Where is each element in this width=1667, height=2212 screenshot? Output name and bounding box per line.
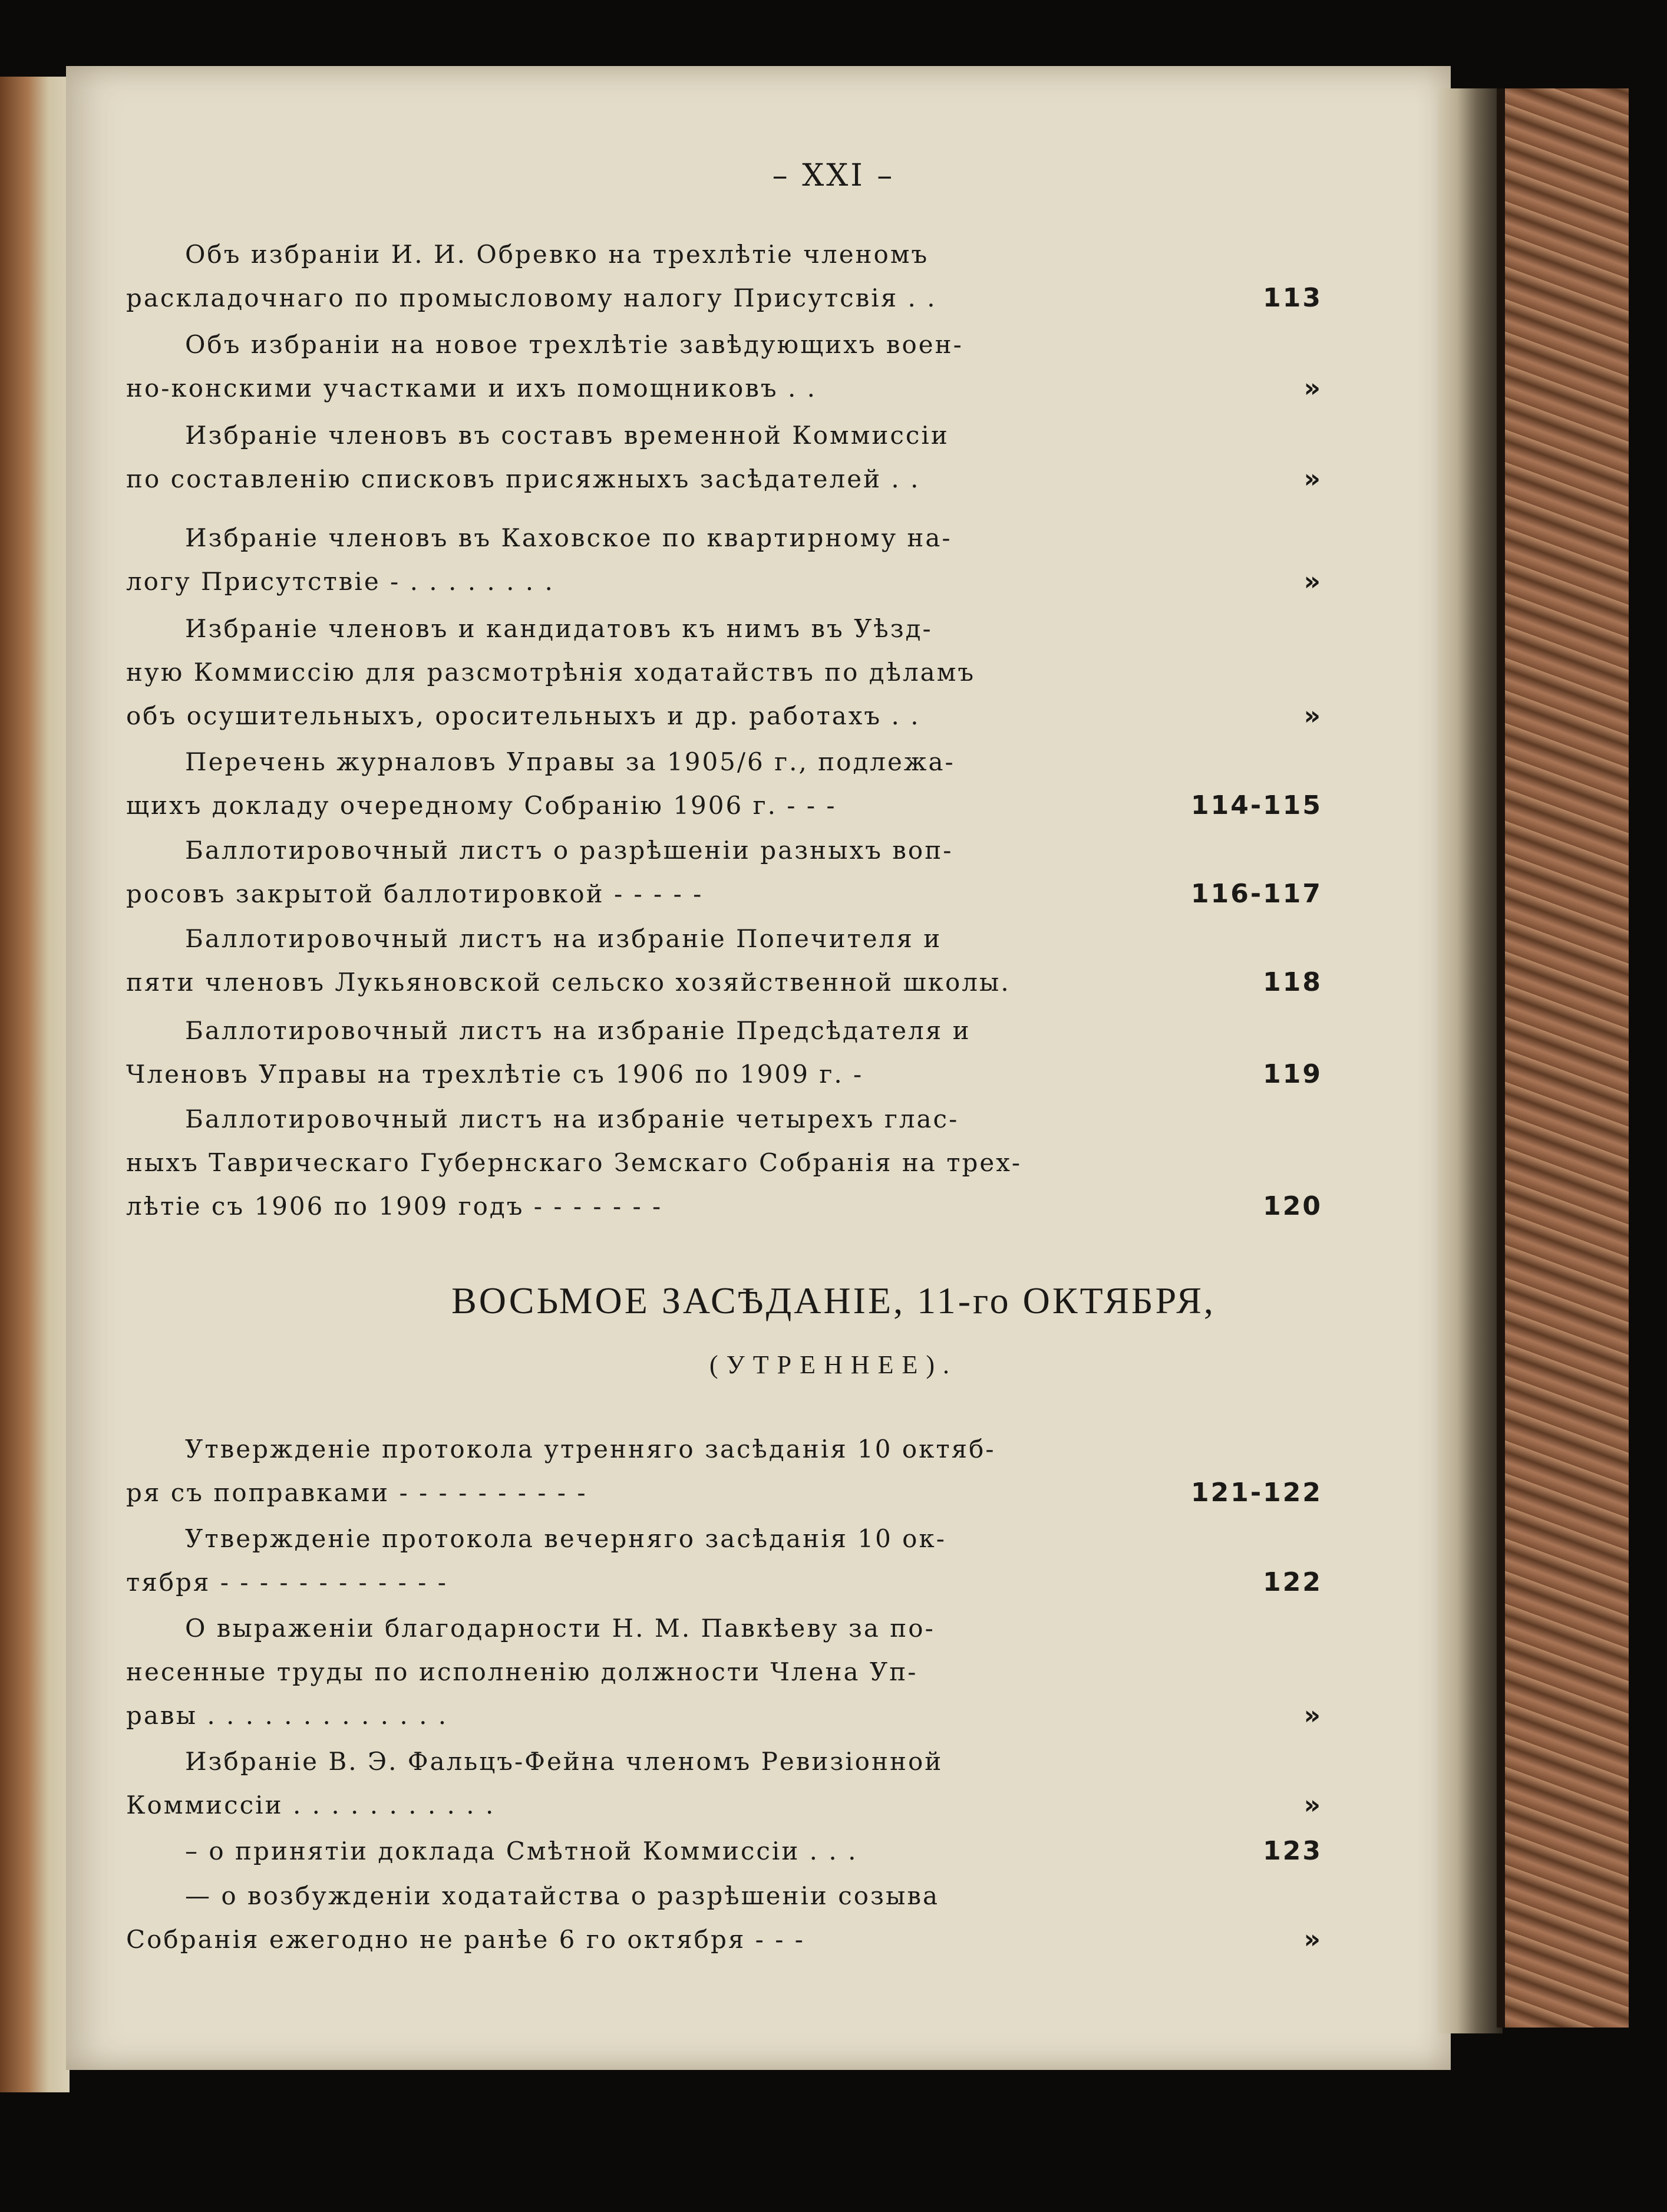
toc-entry	[126, 1517, 1322, 1604]
page-ref: 120	[1263, 1191, 1322, 1221]
toc-line: Коммиссіи . . . . . . . . . . . »	[126, 1784, 1305, 1827]
toc-entry	[126, 1009, 1322, 1096]
toc-line: — о возбужденіи ходатайства о разрѣшеніи созыва	[185, 1881, 940, 1910]
page-ref: 114-115	[1191, 790, 1322, 820]
toc-entry	[126, 1097, 1322, 1228]
toc-line: ря съ поправками - - - - - - - - - - 121-122	[126, 1471, 1305, 1515]
page-ref: »	[1303, 373, 1322, 403]
toc-line: Перечень журналовъ Управы за 1905/6 г., подлежа-	[185, 747, 955, 776]
toc-line: ныхъ Таврическаго Губернскаго Земскаго Собранія на трех-	[126, 1148, 1022, 1177]
toc-line: несенные труды по исполненію должности Члена Уп-	[126, 1657, 918, 1686]
toc-line: Объ избраніи И. И. Обревко на трехлѣтіе членомъ	[185, 240, 929, 269]
toc-entry	[126, 1607, 1322, 1738]
toc-line: щихъ докладу очередному Собранію 1906 г. - - - 114-115	[126, 784, 1305, 828]
toc-line: Утвержденіе протокола утренняго засѣданія 10 октяб-	[185, 1435, 996, 1463]
page-ref: 119	[1263, 1059, 1322, 1089]
toc-line: Баллотировочный листъ на избраніе Предсѣдателя и	[185, 1016, 971, 1045]
toc-line: Собранія ежегодно не ранѣе 6 го октября - - - »	[126, 1918, 1305, 1962]
page-ref: »	[1303, 566, 1322, 596]
toc-entry	[126, 829, 1322, 916]
page-ref: 113	[1263, 283, 1322, 313]
toc-line: Баллотировочный листъ на избраніе Попечителя и	[185, 924, 942, 953]
page-ref: »	[1303, 1924, 1322, 1954]
toc-line: росовъ закрытой баллотировкой - - - - - 116-117	[126, 872, 1305, 916]
section-subtitle: (УТРЕННЕЕ).	[709, 1350, 958, 1379]
toc-entry	[126, 1428, 1322, 1515]
page-ref: »	[1303, 1790, 1322, 1820]
page-ref: »	[1303, 1700, 1322, 1730]
toc-line: по составленію списковъ присяжныхъ засѣдателей . . »	[126, 457, 1305, 501]
page-ref: 123	[1263, 1836, 1322, 1866]
toc-line: логу Присутствіе - . . . . . . . . »	[126, 560, 1305, 604]
toc-entry	[126, 323, 1322, 410]
toc-entry	[126, 516, 1322, 604]
toc-entry	[126, 1829, 1322, 1873]
page-ref: 121-122	[1191, 1478, 1322, 1508]
toc-line: Членовъ Управы на трехлѣтіе съ 1906 по 1909 г. - 119	[126, 1053, 1305, 1096]
toc-line: тября - - - - - - - - - - - - 122	[126, 1561, 1305, 1604]
toc-entry	[126, 740, 1322, 828]
section-title: ВОСЬМОЕ ЗАСѢДАНІЕ, 11-го ОКТЯБРЯ,	[451, 1280, 1216, 1321]
page-ref: 122	[1263, 1567, 1322, 1597]
toc-line: ную Коммиссію для разсмотрѣнія ходатайствъ по дѣламъ	[126, 658, 976, 687]
page-ref: 118	[1263, 967, 1322, 997]
toc-line: равы . . . . . . . . . . . . . »	[126, 1694, 1305, 1738]
toc-entry	[126, 233, 1322, 320]
toc-line: Объ избраніи на новое трехлѣтіе завѣдующихъ воен-	[185, 330, 963, 359]
toc-line: раскладочнаго по промысловому налогу Присутсвія . . 113	[126, 276, 1305, 320]
toc-line: но-конскими участками и ихъ помощниковъ . . »	[126, 367, 1305, 410]
toc-entry	[126, 414, 1322, 501]
toc-line: лѣтіе съ 1906 по 1909 годъ - - - - - - - 120	[126, 1185, 1305, 1228]
toc-line: Избраніе членовъ въ составъ временной Коммиссіи	[185, 421, 949, 450]
toc-entry	[126, 1740, 1322, 1827]
page-ref: »	[1303, 701, 1322, 731]
toc-line: Избраніе В. Э. Фальцъ-Фейна членомъ Ревизіонной	[185, 1747, 943, 1776]
page-header: – XXI –	[772, 158, 895, 193]
toc-line: Баллотировочный листъ о разрѣшеніи разныхъ воп-	[185, 836, 953, 865]
toc-line: Избраніе членовъ въ Каховское по квартирному на-	[185, 523, 952, 552]
page-ref: 116-117	[1191, 879, 1322, 909]
toc-line: Избраніе членовъ и кандидатовъ къ нимъ въ Уѣзд-	[185, 614, 933, 643]
toc-line: О выраженіи благодарности Н. М. Павкѣеву за по-	[185, 1614, 935, 1643]
toc-line: объ осушительныхъ, оросительныхъ и др. работахъ . . »	[126, 694, 1305, 738]
toc-line: – о принятіи доклада Смѣтной Коммиссіи . . . 123	[126, 1829, 1305, 1873]
toc-line: Баллотировочный листъ на избраніе четырехъ глас-	[185, 1105, 959, 1133]
toc-entry	[126, 1874, 1322, 1962]
toc-line: Утвержденіе протокола вечерняго засѣданія 10 ок-	[185, 1524, 946, 1553]
toc-entry	[126, 607, 1322, 738]
toc-entry	[126, 917, 1322, 1004]
toc-line: пяти членовъ Лукьяновской сельско хозяйственной школы. 118	[126, 961, 1305, 1004]
page-ref: »	[1303, 464, 1322, 494]
